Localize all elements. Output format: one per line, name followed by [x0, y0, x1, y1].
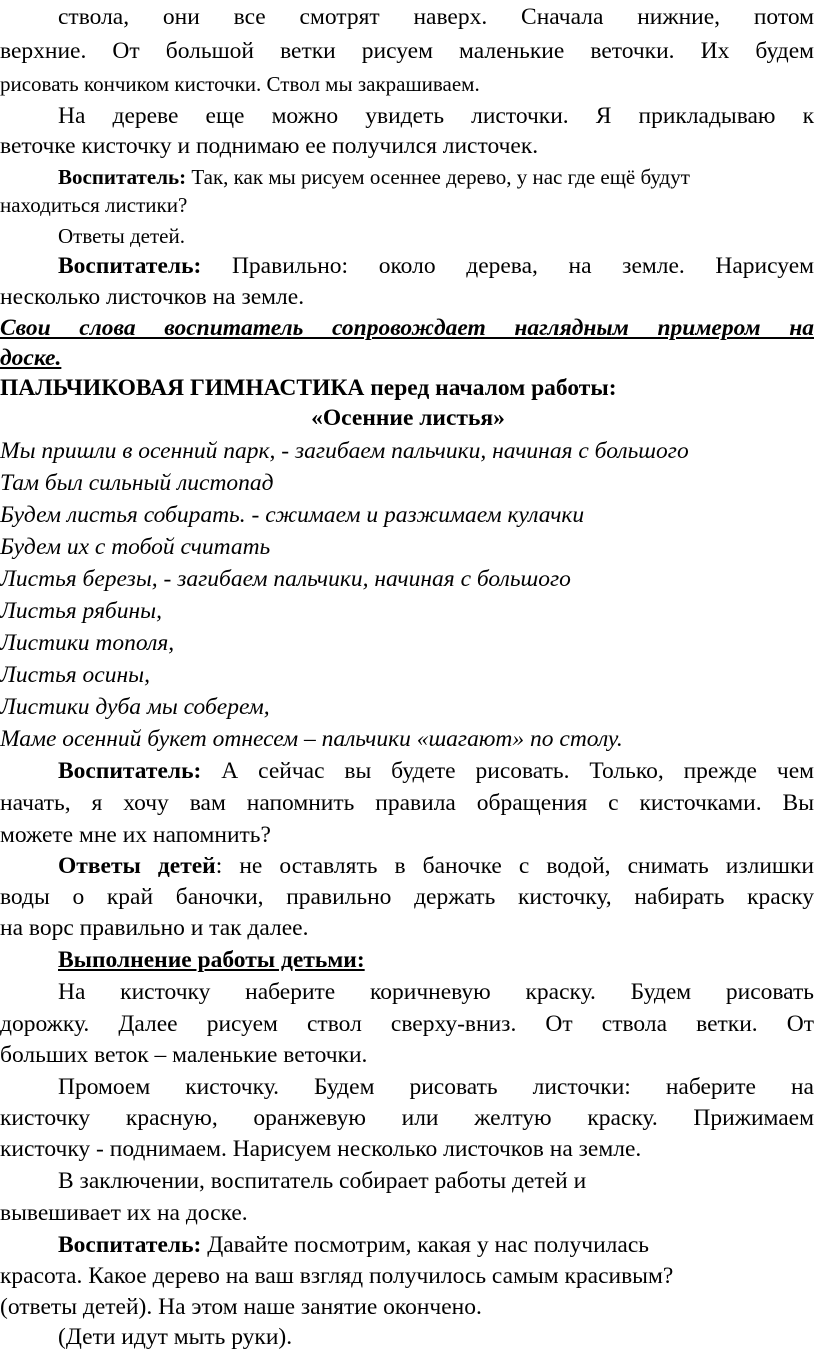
- work-section-heading: Выполнение работы детьми:: [58, 947, 365, 973]
- paragraph-4-line-1: Ответы детей.: [58, 224, 185, 248]
- paragraph-11-text: Давайте посмотрим, какая у нас получилась: [201, 1232, 649, 1258]
- paragraph-8-line-3: больших веток – маленькие веточки.: [0, 1042, 368, 1068]
- poem-line: Листики дуба мы соберем,: [0, 694, 270, 720]
- speaker-label: Воспитатель:: [58, 253, 202, 279]
- paragraph-6-line-1: [58, 756, 814, 786]
- paragraph-9-line-3: кисточку - поднимаем. Нарисуем несколько листочков на земле.: [0, 1136, 642, 1162]
- paragraph-12-line-1: (Дети идут мыть руки).: [58, 1324, 293, 1350]
- poem-line: Мы пришли в осенний парк, - загибаем пальчики, начиная с большого: [0, 438, 689, 464]
- paragraph-7-line-2: воды о край баночки, правильно держать кисточку, набирать краску: [0, 884, 814, 910]
- poem-line: Листья осины,: [0, 662, 150, 688]
- poem-line: Листья березы, - загибаем пальчики, начиная с большого: [0, 566, 571, 592]
- paragraph-6-line-2: начать, я хочу вам напомнить правила обращения с кисточками. Вы: [0, 790, 814, 816]
- paragraph-6-line-3: можете мне их напомнить?: [0, 822, 271, 848]
- paragraph-11-line-3: (ответы детей). На этом наше занятие окончено.: [0, 1294, 482, 1320]
- teacher-note-line-2: доске.: [0, 345, 62, 371]
- heading-rest: перед началом работы:: [364, 375, 617, 401]
- speaker-label: Воспитатель:: [58, 758, 202, 784]
- paragraph-6-text: А сейчас вы будете рисовать. Только, прежде чем: [201, 758, 814, 784]
- heading-caps: ПАЛЬЧИКОВАЯ ГИМНАСТИКА: [0, 375, 365, 401]
- paragraph-3-line-1: [58, 162, 814, 192]
- paragraph-7-line-1: [58, 851, 814, 881]
- poem-line: Будем их с тобой считать: [0, 534, 271, 560]
- paragraph-2-line-1: На дереве еще можно увидеть листочки. Я прикладываю к: [58, 103, 814, 129]
- speaker-label: Воспитатель:: [58, 165, 187, 189]
- finger-gymnastics-heading: [0, 373, 814, 403]
- paragraph-5-line-1: [58, 251, 814, 281]
- answers-label: Ответы детей: [58, 853, 216, 879]
- paragraph-10-line-1: В заключении, воспитатель собирает работы детей и: [58, 1168, 587, 1194]
- paragraph-8-line-1: На кисточку наберите коричневую краску. Будем рисовать: [58, 979, 814, 1005]
- poem-line: Листики тополя,: [0, 630, 175, 656]
- poem-line: Там был сильный листопад: [0, 470, 274, 496]
- paragraph-3-text: Так, как мы рисуем осеннее дерево, у нас где ещё будут: [186, 165, 690, 189]
- paragraph-9-line-2: кисточку красную, оранжевую или желтую краску. Прижимаем: [0, 1105, 814, 1131]
- paragraph-8-line-2: дорожку. Далее рисуем ствол сверху-вниз. От ствола ветки. От: [0, 1011, 814, 1037]
- paragraph-7-text: : не оставлять в баночке с водой, снимать излишки: [215, 853, 814, 879]
- poem-title: «Осенние листья»: [311, 405, 505, 431]
- paragraph-1-line-3: рисовать кончиком кисточки. Ствол мы закрашиваем.: [0, 72, 480, 96]
- paragraph-7-line-3: на ворс правильно и так далее.: [0, 915, 309, 941]
- poem-line: Листья рябины,: [0, 598, 162, 624]
- paragraph-5-text: Правильно: около дерева, на земле. Нарисуем: [201, 253, 814, 279]
- teacher-note-line-1: Свои слова воспитатель сопровождает наглядным примером на: [0, 315, 814, 341]
- paragraph-2-line-2: веточке кисточку и поднимаю ее получился листочек.: [0, 133, 539, 159]
- paragraph-9-line-1: Промоем кисточку. Будем рисовать листочки: наберите на: [58, 1074, 814, 1100]
- paragraph-11-line-1: [58, 1230, 814, 1260]
- paragraph-11-line-2: красота. Какое дерево на ваш взгляд получилось самым красивым?: [0, 1263, 674, 1289]
- paragraph-10-line-2: вывешивает их на доске.: [0, 1200, 248, 1226]
- poem-line: Будем листья собирать. - сжимаем и разжимаем кулачки: [0, 502, 585, 528]
- poem-line: Маме осенний букет отнесем – пальчики «шагают» по столу.: [0, 726, 623, 752]
- paragraph-5-line-2: несколько листочков на земле.: [0, 284, 305, 310]
- speaker-label: Воспитатель:: [58, 1232, 202, 1258]
- paragraph-3-line-2: находиться листики?: [0, 193, 188, 217]
- paragraph-1-line-1: ствола, они все смотрят наверх. Сначала нижние, потом: [58, 4, 814, 30]
- paragraph-1-line-2: верхние. От большой ветки рисуем маленькие веточки. Их будем: [0, 38, 814, 64]
